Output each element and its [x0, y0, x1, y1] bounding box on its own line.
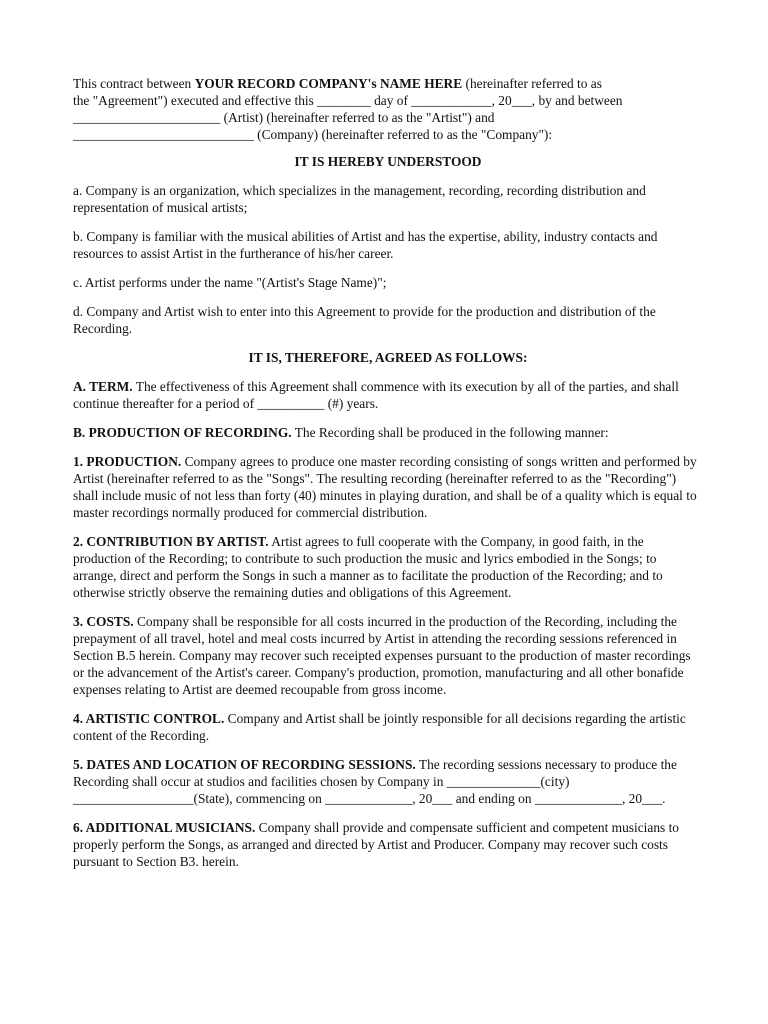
- heading-understood: IT IS HEREBY UNDERSTOOD: [294, 154, 482, 169]
- section-title: 6. ADDITIONAL MUSICIANS.: [73, 820, 256, 835]
- section-text: Artist agrees to full cooperate with the Company, in good faith, in the production of the Recording; to contribute to such production the music and lyrics embodied in the Songs; to arrange, direct and perform the Songs in such a manner as to facilitate the production of the Recording; and to otherwise strictly observe the remaining duties and obligations of this Agreement.: [73, 534, 663, 600]
- section-text: Company agrees to produce one master recording consisting of songs written and performed by Artist (hereinafter referred to as the "Songs". The resulting recording (hereinafter referred to as the "Recording") shall include music of not less than forty (40) minutes in playing duration, and shall be of a quality which is equal to master recordings normally produced for commercial distribution.: [73, 454, 697, 520]
- intro-text: (hereinafter referred to as: [462, 76, 602, 91]
- intro-line-2: the "Agreement") executed and effective this ________ day of ____________, 20___, by and between: [73, 93, 623, 108]
- section-title: 3. COSTS.: [73, 614, 134, 629]
- section-artistic-control: [73, 710, 703, 744]
- intro-line-4: ___________________________ (Company) (hereinafter referred to as the "Company"):: [73, 127, 553, 142]
- section-text: The recording sessions necessary to produce the Recording shall occur at studios and facilities chosen by Company in ______________(city) __________________(State), commencing on _____________, 20___ and ending on _____________, 20___.: [73, 757, 677, 806]
- section-text: The effectiveness of this Agreement shall commence with its execution by all of the parties, and shall continue thereafter for a period of __________ (#) years.: [73, 379, 679, 411]
- section-title: A. TERM.: [73, 379, 133, 394]
- section-contribution-by-artist: [73, 533, 703, 601]
- section-production: [73, 453, 703, 521]
- section-text: Company shall be responsible for all costs incurred in the production of the Recording, including the prepayment of all travel, hotel and meal costs incurred by Artist in attending the recording sessions referenced in Section B.5 herein. Company may recover such receipted expenses pursuant to the production of master recordings or the advancement of the Artist's career. Company's production, promotion, manufacturing and all other bonafide expenses relating to Artist are deemed recoupable from gross income.: [73, 614, 691, 697]
- section-title: 5. DATES AND LOCATION OF RECORDING SESSIONS.: [73, 757, 416, 772]
- intro-line-1: [73, 76, 602, 91]
- intro-text: This contract between: [73, 76, 195, 91]
- intro-line-3: ______________________ (Artist) (hereinafter referred to as the "Artist") and: [73, 110, 495, 125]
- contract-document: [73, 75, 703, 882]
- recital-c: c. Artist performs under the name "(Artist's Stage Name)";: [73, 275, 387, 290]
- section-title: 1. PRODUCTION.: [73, 454, 182, 469]
- section-title: 2. CONTRIBUTION BY ARTIST.: [73, 534, 269, 549]
- section-text: The Recording shall be produced in the following manner:: [291, 425, 609, 440]
- recital-b: b. Company is familiar with the musical abilities of Artist and has the expertise, ability, industry contacts and resources to assist Artist in the furtherance of his/her career.: [73, 229, 658, 261]
- section-term: [73, 378, 703, 412]
- heading-agreed: IT IS, THEREFORE, AGREED AS FOLLOWS:: [248, 350, 528, 365]
- recital-d: d. Company and Artist wish to enter into this Agreement to provide for the production and distribution of the Recording.: [73, 304, 656, 336]
- company-name: YOUR RECORD COMPANY's NAME HERE: [194, 76, 463, 91]
- section-production-of-recording: [73, 424, 703, 441]
- section-text: Company shall provide and compensate sufficient and competent musicians to properly perform the Songs, as arranged and directed by Artist and Producer. Company may recover such costs pursuant to Section B3. herein.: [73, 820, 679, 869]
- section-dates-and-location: [73, 756, 703, 807]
- section-additional-musicians: [73, 819, 703, 870]
- section-costs: [73, 613, 703, 698]
- intro-paragraph: [73, 75, 703, 143]
- section-title: B. PRODUCTION OF RECORDING.: [73, 425, 292, 440]
- recital-a: a. Company is an organization, which specializes in the management, recording, recording distribution and representation of musical artists;: [73, 183, 646, 215]
- section-text: Company and Artist shall be jointly responsible for all decisions regarding the artistic content of the Recording.: [73, 711, 686, 743]
- section-title: 4. ARTISTIC CONTROL.: [73, 711, 225, 726]
